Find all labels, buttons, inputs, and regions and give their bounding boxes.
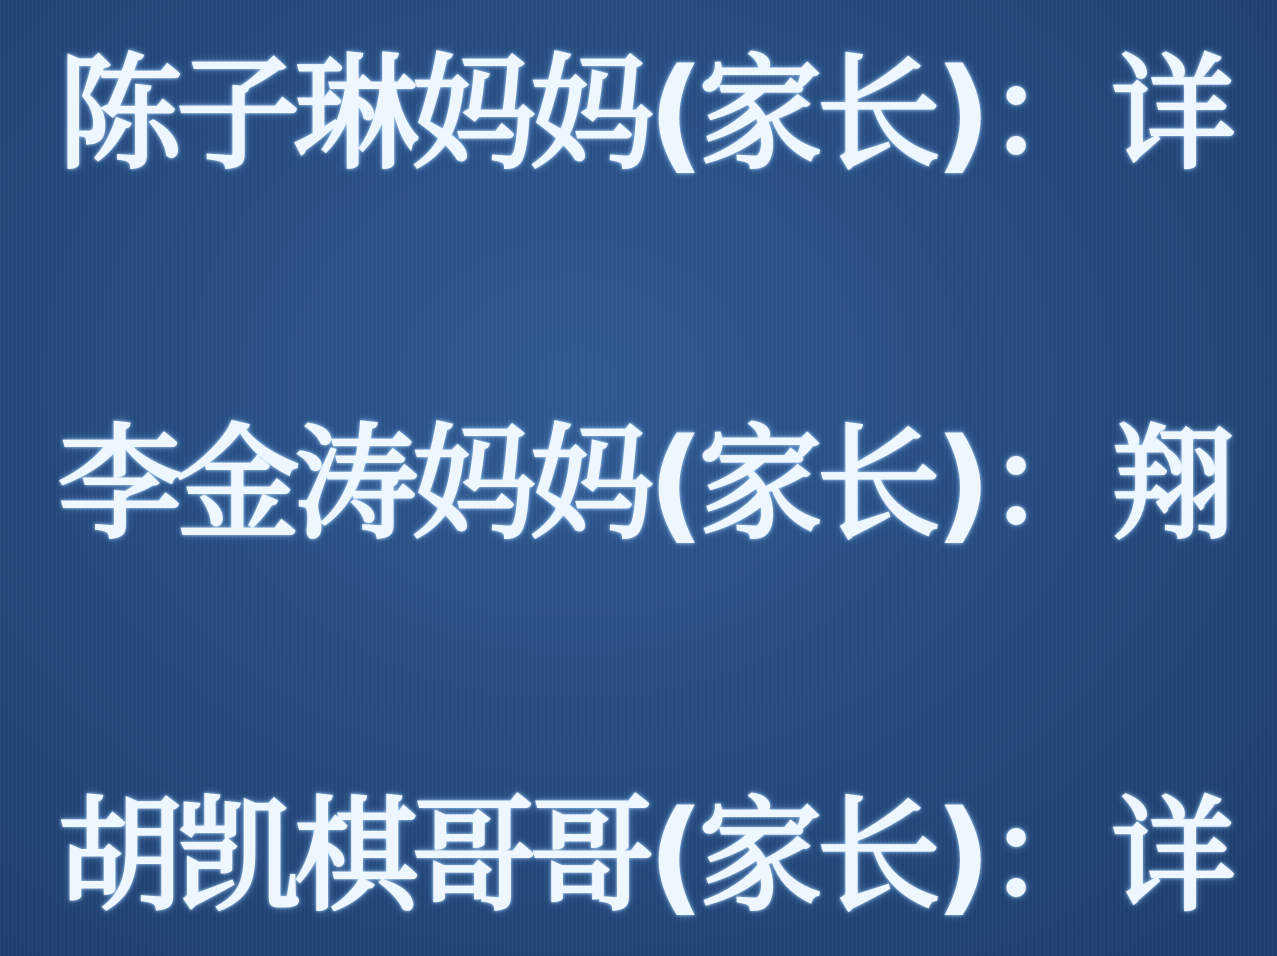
message-separator: ： — [987, 785, 1112, 929]
chat-message[interactable] — [58, 782, 1277, 932]
message-text: 详 — [1111, 785, 1230, 929]
message-separator: ： — [987, 43, 1112, 187]
message-text: 翔 — [1111, 413, 1230, 557]
sender-name: 陈子琳妈妈(家长) — [58, 43, 986, 187]
sender-name: 李金涛妈妈(家长) — [58, 413, 986, 557]
chat-message[interactable] — [58, 410, 1277, 560]
chat-message[interactable] — [58, 40, 1277, 190]
message-text: 详 — [1111, 43, 1230, 187]
message-separator: ： — [987, 413, 1112, 557]
sender-name: 胡凯棋哥哥(家长) — [58, 785, 986, 929]
